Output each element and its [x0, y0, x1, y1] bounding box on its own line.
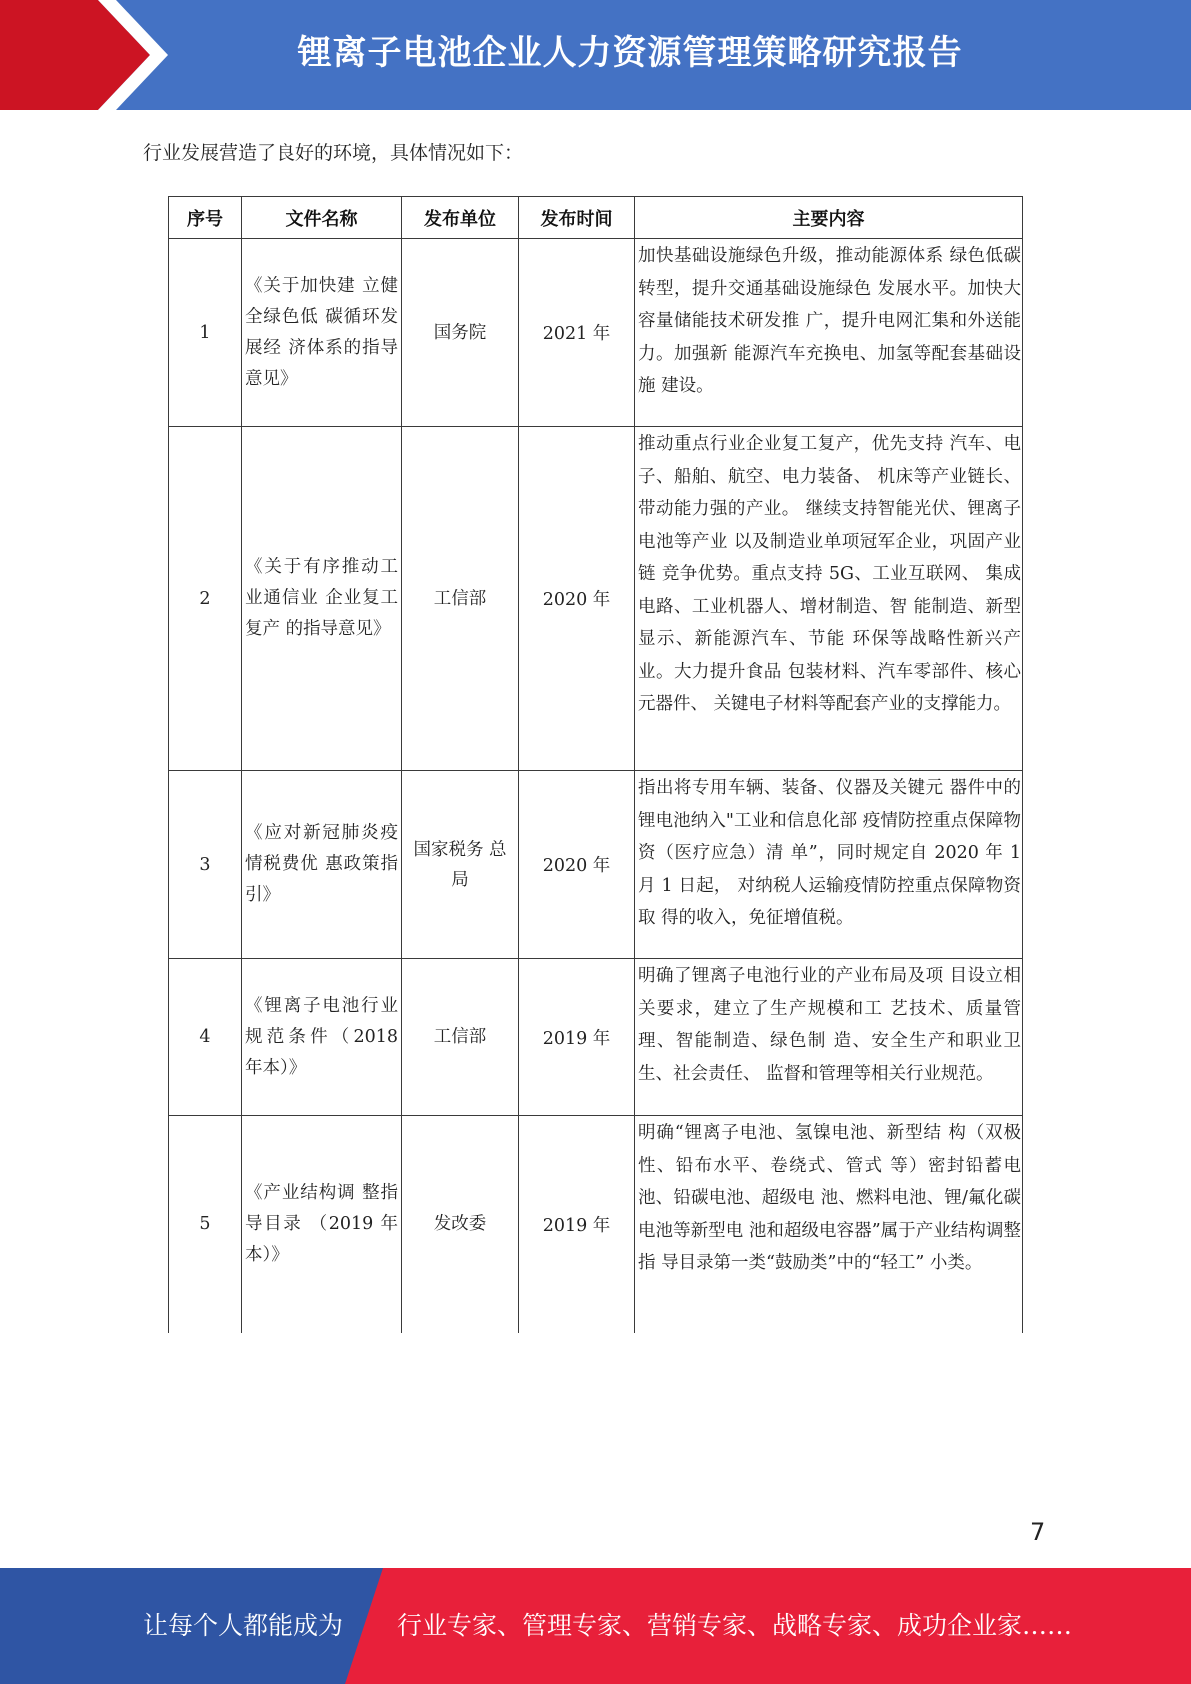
header-index: 序号 — [169, 197, 242, 239]
page-footer — [0, 1568, 1191, 1684]
row-document-name: 《关于有序推动工业通信业 企业复工复产 的指导意见》 — [242, 427, 402, 771]
row-issuer: 发改委 — [402, 1116, 519, 1333]
row-index: 3 — [169, 771, 242, 959]
table-row — [169, 959, 1023, 1116]
row-date: 2020 年 — [519, 771, 635, 959]
footer-slogan-right: 行业专家、管理专家、营销专家、战略专家、成功企业家…… — [397, 1611, 1073, 1640]
row-document-name: 《锂离子电池行业规范条件（2018 年本）》 — [242, 959, 402, 1116]
header-document-name: 文件名称 — [242, 197, 402, 239]
footer-slogan-left: 让每个人都能成为 — [143, 1611, 344, 1640]
row-index: 5 — [169, 1116, 242, 1333]
page-header — [0, 0, 1191, 110]
row-index: 1 — [169, 239, 242, 427]
page-number: 7 — [1030, 1518, 1046, 1546]
table-row — [169, 239, 1023, 427]
row-content: 指出将专用车辆、装备、仪器及关键元 器件中的锂电池纳入"工业和信息化部 疫情防控重点保障物资（医疗应急）清 单”，同时规定自 2020 年 1 月 1 日起， 对纳税人运输疫情防控重点保障物资取 得的收入，免征增值税。 — [635, 771, 1023, 959]
row-document-name: 《关于加快建 立健全绿色低 碳循环发展经 济体系的指导 意见》 — [242, 239, 402, 427]
header-date: 发布时间 — [519, 197, 635, 239]
report-title: 锂离子电池企业人力资源管理策略研究报告 — [297, 33, 963, 73]
policy-table — [168, 196, 1023, 1333]
header-issuer: 发布单位 — [402, 197, 519, 239]
table-row — [169, 771, 1023, 959]
table-row — [169, 1116, 1023, 1333]
row-issuer: 国务院 — [402, 239, 519, 427]
row-index: 2 — [169, 427, 242, 771]
row-document-name: 《应对新冠肺炎疫情税费优 惠政策指引》 — [242, 771, 402, 959]
row-issuer: 工信部 — [402, 959, 519, 1116]
row-content: 加快基础设施绿色升级，推动能源体系 绿色低碳转型，提升交通基础设施绿色 发展水平。加快大容量储能技术研发推 广，提升电网汇集和外送能力。加强新 能源汽车充换电、加氢等配套基础设施 建设。 — [635, 239, 1023, 427]
row-date: 2019 年 — [519, 959, 635, 1116]
row-date: 2019 年 — [519, 1116, 635, 1333]
row-content: 明确“锂离子电池、氢镍电池、新型结 构（双极性、铅布水平、卷绕式、管式 等）密封铅蓄电池、铅碳电池、超级电 池、燃料电池、锂/氟化碳电池等新型电 池和超级电容器”属于产业结构调整指 导目录第一类“鼓励类”中的“轻工” 小类。 — [635, 1116, 1023, 1333]
row-index: 4 — [169, 959, 242, 1116]
row-date: 2021 年 — [519, 239, 635, 427]
row-issuer: 工信部 — [402, 427, 519, 771]
row-document-name: 《产业结构调 整指导目录 （2019 年本）》 — [242, 1116, 402, 1333]
table-row — [169, 427, 1023, 771]
row-date: 2020 年 — [519, 427, 635, 771]
row-content: 明确了锂离子电池行业的产业布局及项 目设立相关要求，建立了生产规模和工 艺技术、质量管理、智能制造、绿色制 造、安全生产和职业卫生、社会责任、 监督和管理等相关行业规范。 — [635, 959, 1023, 1116]
row-issuer: 国家税务 总局 — [402, 771, 519, 959]
row-content: 推动重点行业企业复工复产，优先支持 汽车、电子、船舶、航空、电力装备、 机床等产业链长、带动能力强的产业。 继续支持智能光伏、锂离子电池等产业 以及制造业单项冠军企业，巩固产业链 竞争优势。重点支持 5G、工业互联网、 集成电路、工业机器人、增材制造、智 能制造、新型显示、新能源汽车、节能 环保等战略性新兴产业。大力提升食品 包装材料、汽车零部件、核心元器件、 关键电子材料等配套产业的支撑能力。 — [635, 427, 1023, 771]
header-main-content: 主要内容 — [635, 197, 1023, 239]
table-header-row — [169, 197, 1023, 239]
intro-text: 行业发展营造了良好的环境，具体情况如下： — [143, 142, 524, 164]
